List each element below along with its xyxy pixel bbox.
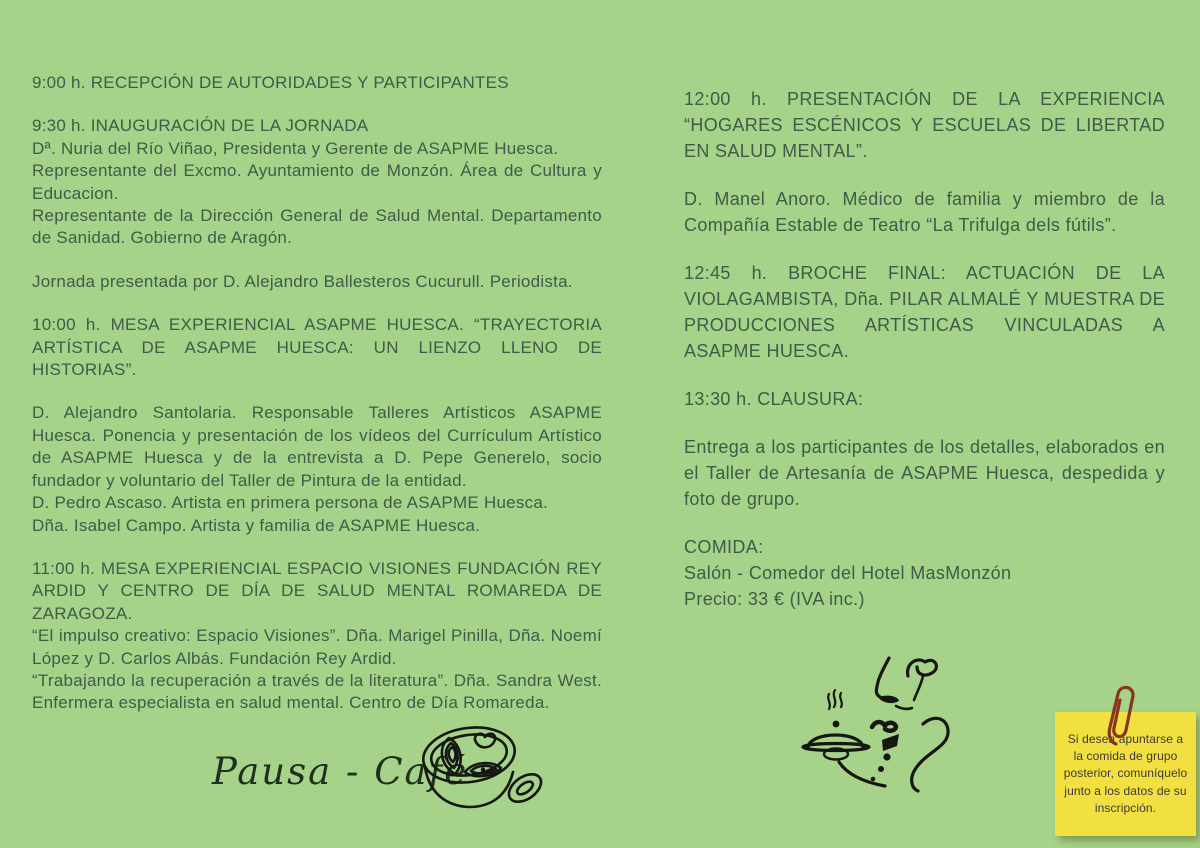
agenda-1330-detail: Entrega a los participantes de los detalles, elaborados en el Taller de Artesanía de ASAPME Huesca, despedida y foto de grupo.	[684, 437, 1165, 509]
presenter-note: Jornada presentada por D. Alejandro Ballesteros Cucurull. Periodista.	[32, 271, 573, 291]
agenda-0930-speaker-2: Representante del Excmo. Ayuntamiento de Monzón. Área de Cultura y Educacion.	[32, 161, 602, 203]
paperclip-icon	[1106, 682, 1140, 748]
agenda-1100-detail-2: “Trabajando la recuperación a través de la literatura”. Dña. Sandra West. Enfermera especialista en salud mental. Centro de Día Romareda.	[32, 670, 602, 713]
agenda-0900: 9:00 h. RECEPCIÓN DE AUTORIDADES Y PARTICIPANTES	[32, 73, 509, 92]
agenda-1000-title: 10:00 h. MESA EXPERIENCIAL ASAPME HUESCA. “TRAYECTORIA ARTÍSTICA DE ASAPME HUESCA: UN LIENZO LLENO DE HISTORIAS”.	[32, 315, 602, 380]
latte-coffee-cup-icon	[417, 722, 547, 814]
agenda-0930-speaker-1: Dª. Nuria del Río Viñao, Presidenta y Gerente de ASAPME Huesca.	[32, 138, 559, 158]
lunch-venue: Salón - Comedor del Hotel MasMonzón	[684, 563, 1012, 583]
waiter-serving-tray-icon	[795, 650, 955, 800]
agenda-1100-detail-1: “El impulso creativo: Espacio Visiones”. Dña. Marigel Pinilla, Dña. Noemí López y D. Carlos Albás. Fundación Rey Ardid.	[32, 626, 602, 668]
agenda-1200-title: 12:00 h. PRESENTACIÓN DE LA EXPERIENCIA “HOGARES ESCÉNICOS Y ESCUELAS DE LIBERTAD EN SALUD MENTAL”.	[684, 89, 1165, 161]
agenda-1245-title: 12:45 h. BROCHE FINAL: ACTUACIÓN DE LA VIOLAGAMBISTA, Dña. PILAR ALMALÉ Y MUESTRA DE PRODUCCIONES ARTÍSTICAS VINCULADAS A ASAPME HUESCA.	[684, 263, 1165, 361]
agenda-0930-speaker-3: Representante de la Dirección General de Salud Mental. Departamento de Sanidad. Gobierno de Aragón.	[32, 206, 602, 248]
sticky-note-text: Si desea apuntarse a la comida de grupo posterior, comuníquelo junto a los datos de su inscripción.	[1063, 731, 1188, 816]
program-column-left	[32, 72, 602, 715]
agenda-1330-title: 13:30 h. CLAUSURA:	[684, 389, 864, 409]
agenda-1000-speaker-2: D. Pedro Ascaso. Artista en primera persona de ASAPME Huesca.	[32, 493, 549, 513]
agenda-1000-speaker-1: D. Alejandro Santolaria. Responsable Talleres Artísticos ASAPME Huesca. Ponencia y presentación de los vídeos del Currículum Artístico de ASAPME Huesca y de la entrevista a D. Pepe Generelo, socio fundador y voluntario del Taller de Pintura de la entidad.	[32, 403, 602, 490]
agenda-0930-title: 9:30 h. INAUGURACIÓN DE LA JORNADA	[32, 116, 369, 136]
agenda-1200-speaker: D. Manel Anoro. Médico de familia y miembro de la Compañía Estable de Teatro “La Trifulga dels fútils”.	[684, 189, 1165, 235]
lunch-price: Precio: 33 € (IVA inc.)	[684, 589, 865, 609]
agenda-1100-title: 11:00 h. MESA EXPERIENCIAL ESPACIO VISIONES FUNDACIÓN REY ARDID Y CENTRO DE DÍA DE SALUD MENTAL ROMAREDA DE ZARAGOZA.	[32, 558, 602, 623]
program-column-right	[684, 86, 1165, 612]
lunch-title: COMIDA:	[684, 537, 764, 557]
agenda-1000-speaker-3: Dña. Isabel Campo. Artista y familia de ASAPME Huesca.	[32, 515, 481, 535]
coffee-break-label: Pausa - Café	[212, 750, 469, 793]
